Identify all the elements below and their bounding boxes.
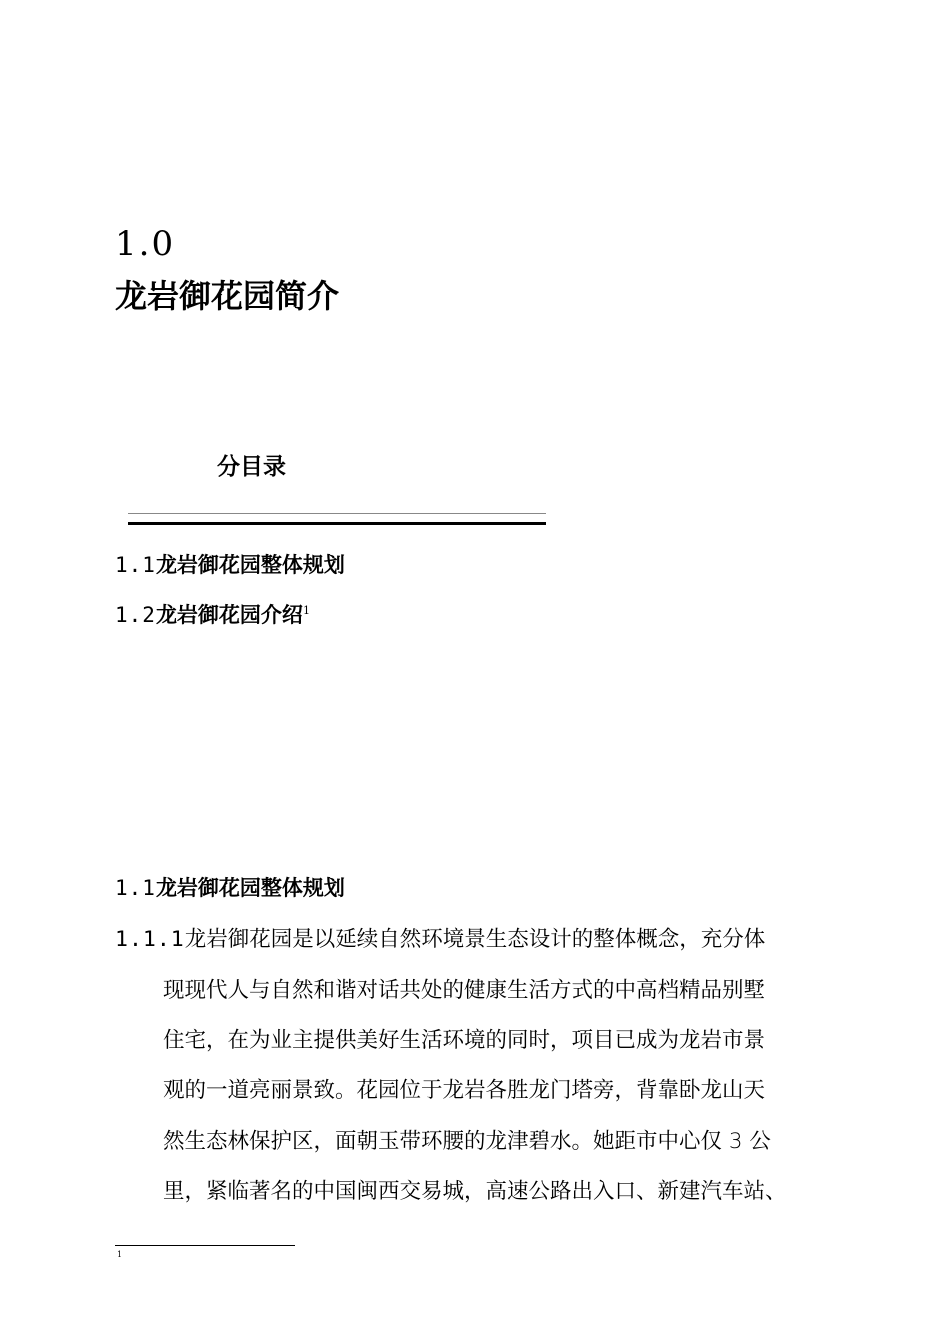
toc-divider-thick bbox=[128, 522, 546, 525]
chapter-title: 龙岩御花园简介 bbox=[115, 277, 340, 315]
toc-item[interactable] bbox=[115, 550, 345, 580]
toc-item[interactable] bbox=[115, 600, 310, 630]
toc-heading: 分目录 bbox=[217, 454, 286, 480]
paragraph-line: 现现代人与自然和谐对话共处的健康生活方式的中高档精品别墅 bbox=[163, 978, 766, 1003]
section-number: 1.1 bbox=[115, 876, 156, 900]
toc-item-label: 龙岩御花园整体规划 bbox=[155, 553, 345, 577]
paragraph-text: 龙岩御花园是以延续自然环境景生态设计的整体概念，充分体 bbox=[184, 927, 766, 952]
footnote-separator bbox=[115, 1245, 295, 1246]
toc-divider-thin bbox=[128, 513, 546, 514]
paragraph-line: 住宅，在为业主提供美好生活环境的同时，项目已成为龙岩市景 bbox=[163, 1028, 766, 1053]
section-title: 龙岩御花园整体规划 bbox=[155, 876, 345, 900]
footnote-reference[interactable]: 1 bbox=[302, 604, 310, 617]
footnote-mark: 1 bbox=[117, 1250, 123, 1259]
chapter-number: 1.0 bbox=[115, 224, 176, 264]
paragraph-line: 然生态林保护区，面朝玉带环腰的龙津碧水。她距市中心仅 3 公 bbox=[163, 1129, 771, 1154]
paragraph-line: 里，紧临著名的中国闽西交易城，高速公路出入口、新建汽车站、 bbox=[163, 1179, 787, 1204]
toc-item-number: 1.2 bbox=[115, 603, 156, 627]
paragraph-line: 观的一道亮丽景致。花园位于龙岩各胜龙门塔旁，背靠卧龙山天 bbox=[163, 1078, 766, 1103]
toc-item-number: 1.1 bbox=[115, 553, 156, 577]
paragraph-line bbox=[115, 922, 765, 958]
paragraph-number: 1.1.1 bbox=[115, 927, 185, 952]
toc-item-label: 龙岩御花园介绍 bbox=[155, 603, 303, 627]
section-heading bbox=[115, 873, 345, 903]
